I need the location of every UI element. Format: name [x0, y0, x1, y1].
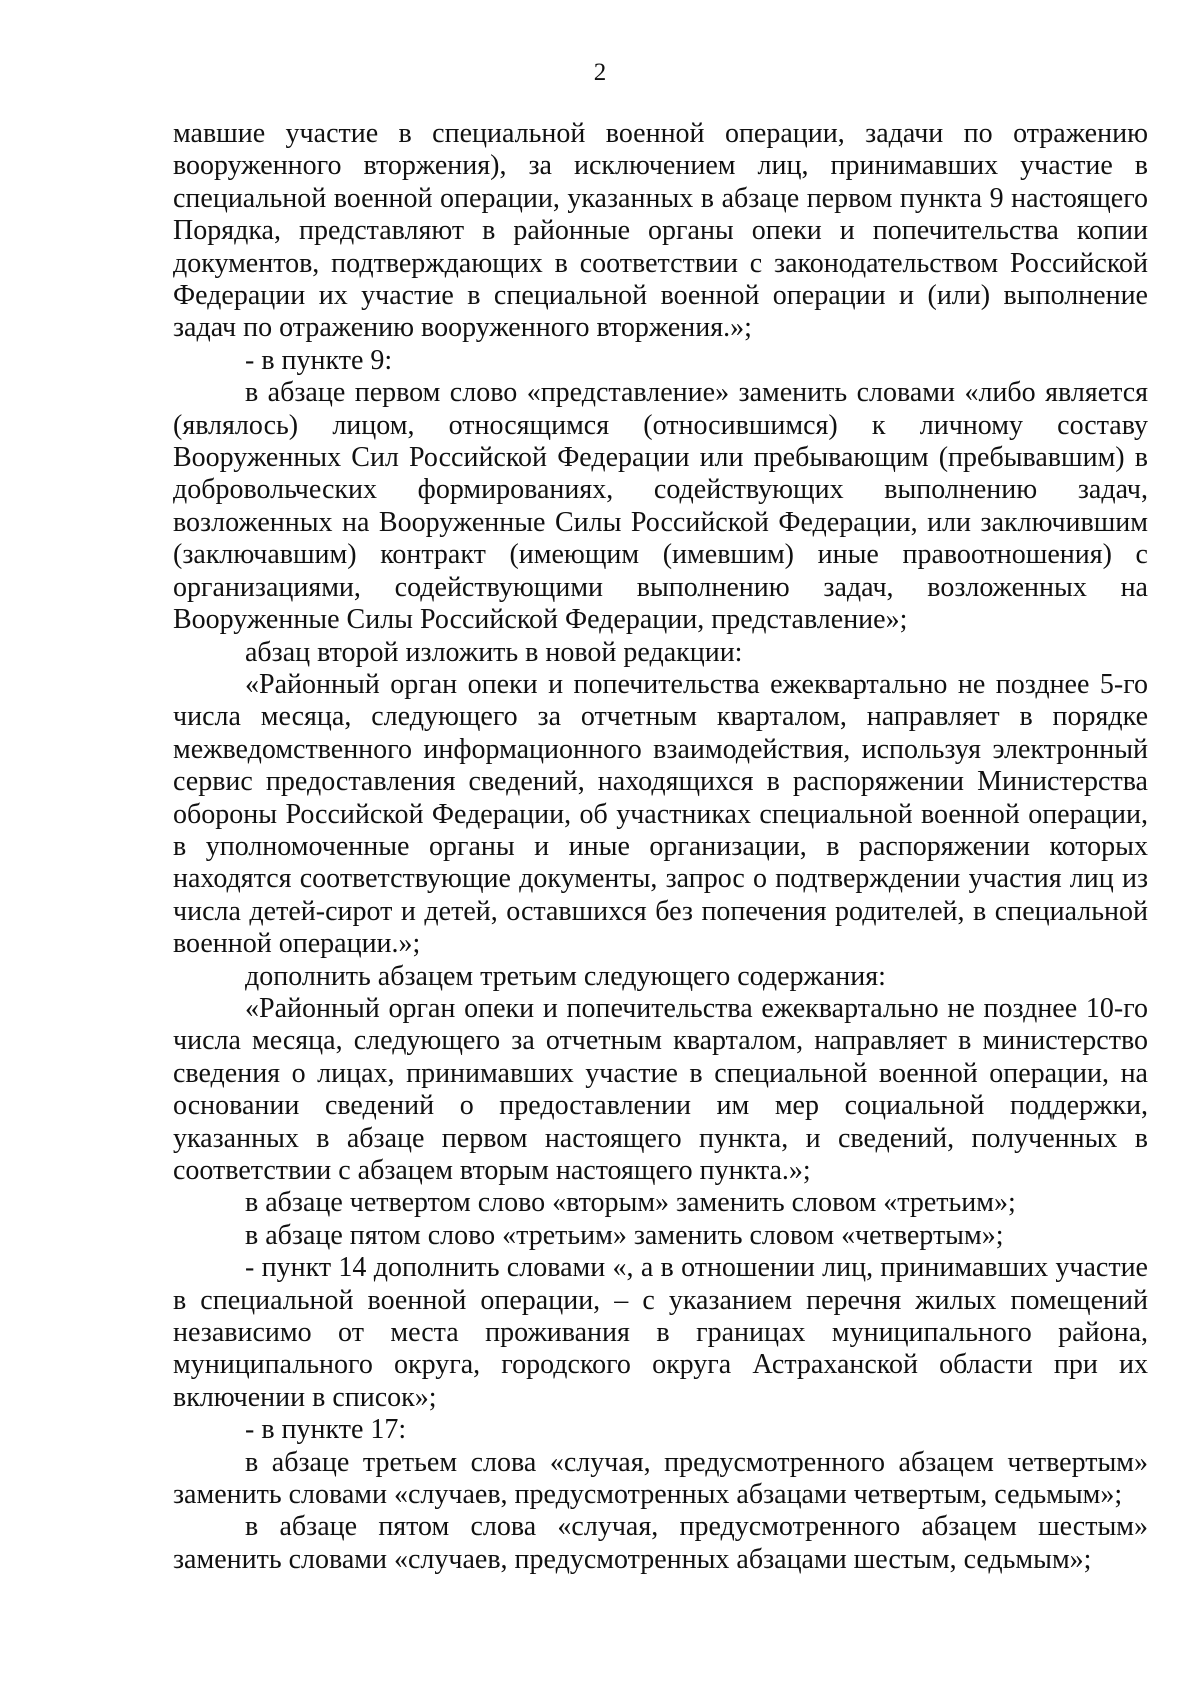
paragraph-item-14-amendment: - пункт 14 дополнить словами «, а в отношении лиц, принимавших участие в специальной военной операции, – с указанием перечня жилых помещений независимо от места проживания в границах муниципального района, муниципального округа, городского округа Астраханской области при их включении в список»; [173, 1252, 1148, 1413]
paragraph-item-9-heading: - в пункте 9: [245, 344, 393, 376]
paragraph-fifth-abzac-amendment: в абзаце пятом слово «третьим» заменить словом «четвертым»; [245, 1219, 1004, 1251]
paragraph-item-17-fifth-abzac: в абзаце пятом слова «случая, предусмотренного абзацем шестым» заменить словами «случаев, предусмотренных абзацами шестым, седьмым»; [173, 1511, 1148, 1575]
paragraph-third-abzac-intro: дополнить абзацем третьим следующего содержания: [245, 960, 886, 992]
paragraph-item-17-heading: - в пункте 17: [245, 1414, 407, 1446]
paragraph-second-abzac-intro: абзац второй изложить в новой редакции: [245, 636, 743, 668]
paragraph-second-abzac-text: «Районный орган опеки и попечительства ежеквартально не позднее 5-го числа месяца, следующего за отчетным кварталом, направляет в порядке межведомственного информационного взаимодействия, используя электронный сервис предоставления сведений, находящихся в распоряжении Министерства обороны Российской Федерации, об участниках специальной военной операции, в уполномоченные органы и иные организации, в распоряжении которых находятся соответствующие документы, запрос о подтверждении участия лиц из числа детей-сирот и детей, оставшихся без попечения родителей, в специальной военной операции.»; [173, 668, 1148, 960]
page-number: 2 [593, 59, 607, 86]
document-body [173, 118, 1148, 1576]
paragraph-fourth-abzac-amendment: в абзаце четвертом слово «вторым» заменить словом «третьим»; [245, 1187, 1016, 1219]
paragraph-item-17-third-abzac: в абзаце третьем слова «случая, предусмотренного абзацем четвертым» заменить словами «случаев, предусмотренных абзацами четвертым, седьмым»; [173, 1446, 1148, 1511]
paragraph-continuation: мавшие участие в специальной военной операции, задачи по отражению вооруженного вторжения), за исключением лиц, принимавших участие в специальной военной операции, указанных в абзаце первом пункта 9 настоящего Порядка, представляют в районные органы опеки и попечительства копии документов, подтверждающих в соответствии с законодательством Российской Федерации их участие в специальной военной операции и (или) выполнение задач по отражению вооруженного вторжения.»; [173, 118, 1148, 344]
paragraph-third-abzac-text: «Районный орган опеки и попечительства ежеквартально не позднее 10-го числа месяца, следующего за отчетным кварталом, направляет в министерство сведения о лицах, принимавших участие в специальной военной операции, на основании сведений о предоставлении им мер социальной поддержки, указанных в абзаце первом настоящего пункта, и сведений, полученных в соответствии с абзацем вторым настоящего пункта.»; [173, 992, 1148, 1186]
paragraph-first-abzac-amendment: в абзаце первом слово «представление» заменить словами «либо является (являлось) лицом, относящимся (относившимся) к личному составу Вооруженных Сил Российской Федерации или пребывающим (пребывавшим) в добровольческих формированиях, содействующих выполнению задач, возложенных на Вооруженные Силы Российской Федерации, или заключившим (заключавшим) контракт (имеющим (имевшим) иные правоотношения) с организациями, содействующими выполнению задач, возложенных на Вооруженные Силы Российской Федерации, представление»; [173, 377, 1148, 636]
